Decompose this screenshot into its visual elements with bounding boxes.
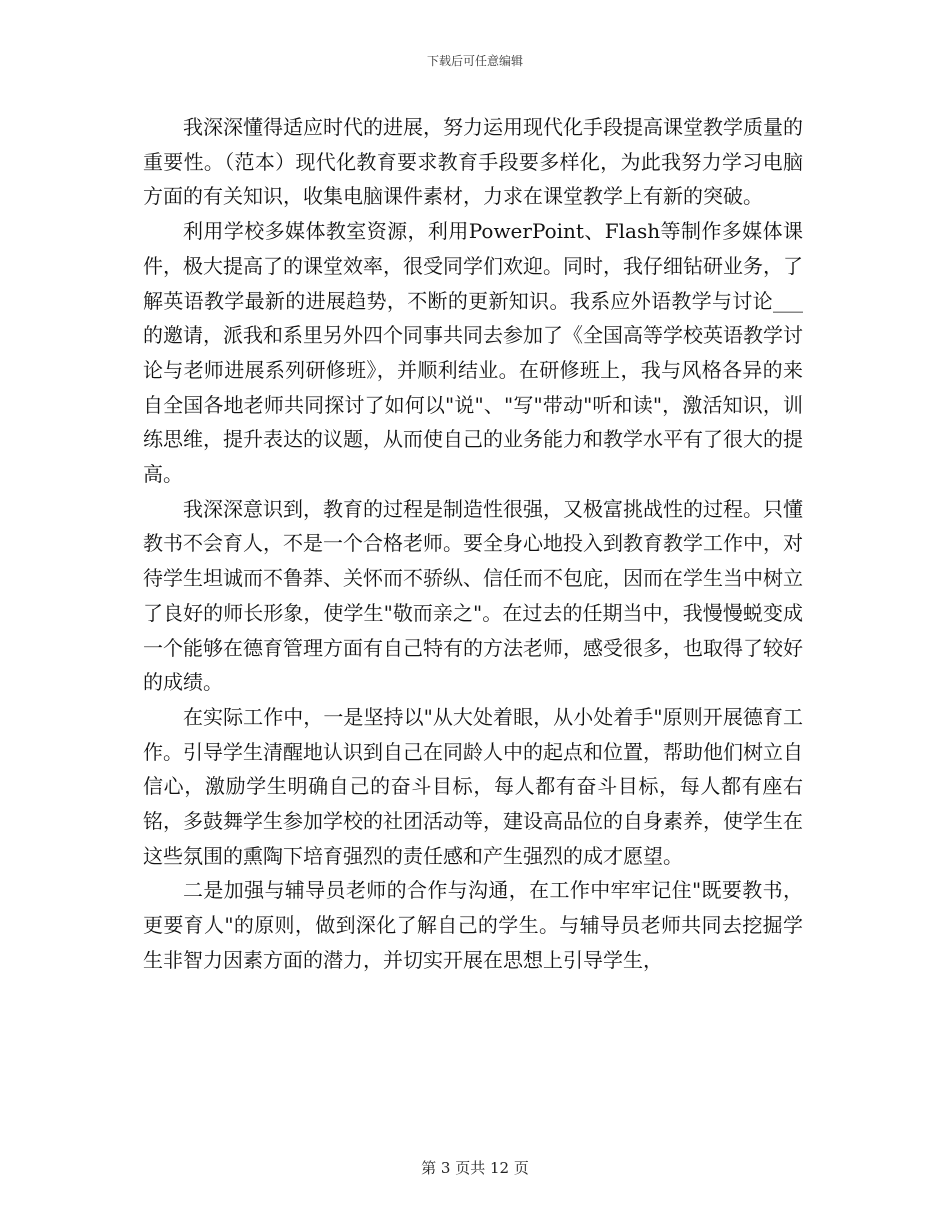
paragraph-2: 利用学校多媒体教室资源，利用PowerPoint、Flash等制作多媒体课件，极大提高了的课堂效率，很受同学们欢迎。同时，我仔细钻研业务，了解英语教学最新的进展趋势，不断的更新知识。我系应外语教学与讨论___的邀请，派我和系里另外四个同事共同去参加了《全国高等学校英语教学讨论与老师进展系列研修班》，并顺利结业。在研修班上，我与风格各异的来自全国各地老师共同探讨了如何以"说"、"写"带动"听和读"，激活知识，训练思维，提升表达的议题，从而使自己的业务能力和教学水平有了很大的提高。	[143, 219, 803, 487]
document-body	[143, 110, 803, 978]
paragraph-1: 我深深懂得适应时代的进展，努力运用现代化手段提高课堂教学质量的重要性。（范本）现代化教育要求教育手段要多样化，为此我努力学习电脑方面的有关知识，收集电脑课件素材，力求在课堂教学上有新的突破。	[143, 115, 803, 209]
paragraph-3: 我深深意识到，教育的过程是制造性很强，又极富挑战性的过程。只懂教书不会育人，不是一个合格老师。要全身心地投入到教育教学工作中，对待学生坦诚而不鲁莽、关怀而不骄纵、信任而不包庇，因而在学生当中树立了良好的师长形象，使学生"敬而亲之"。在过去的任期当中，我慢慢蜕变成一个能够在德育管理方面有自己特有的方法老师，感受很多，也取得了较好的成绩。	[143, 496, 803, 695]
page-header-note: 下载后可任意编辑	[426, 54, 523, 68]
page-number-footer: 第 3 页共 12 页	[421, 1159, 529, 1177]
paragraph-4: 在实际工作中，一是坚持以"从大处着眼，从小处着手"原则开展德育工作。引导学生清醒地认识到自己在同龄人中的起点和位置，帮助他们树立自信心，激励学生明确自己的奋斗目标，每人都有奋斗目标，每人都有座右铭，多鼓舞学生参加学校的社团活动等，建设高品位的自身素养，使学生在这些氛围的熏陶下培育强烈的责任感和产生强烈的成才愿望。	[143, 704, 803, 868]
paragraph-5: 二是加强与辅导员老师的合作与沟通，在工作中牢牢记住"既要教书，更要育人"的原则，做到深化了解自己的学生。与辅导员老师共同去挖掘学生非智力因素方面的潜力，并切实开展在思想上引导学生，	[143, 878, 803, 972]
